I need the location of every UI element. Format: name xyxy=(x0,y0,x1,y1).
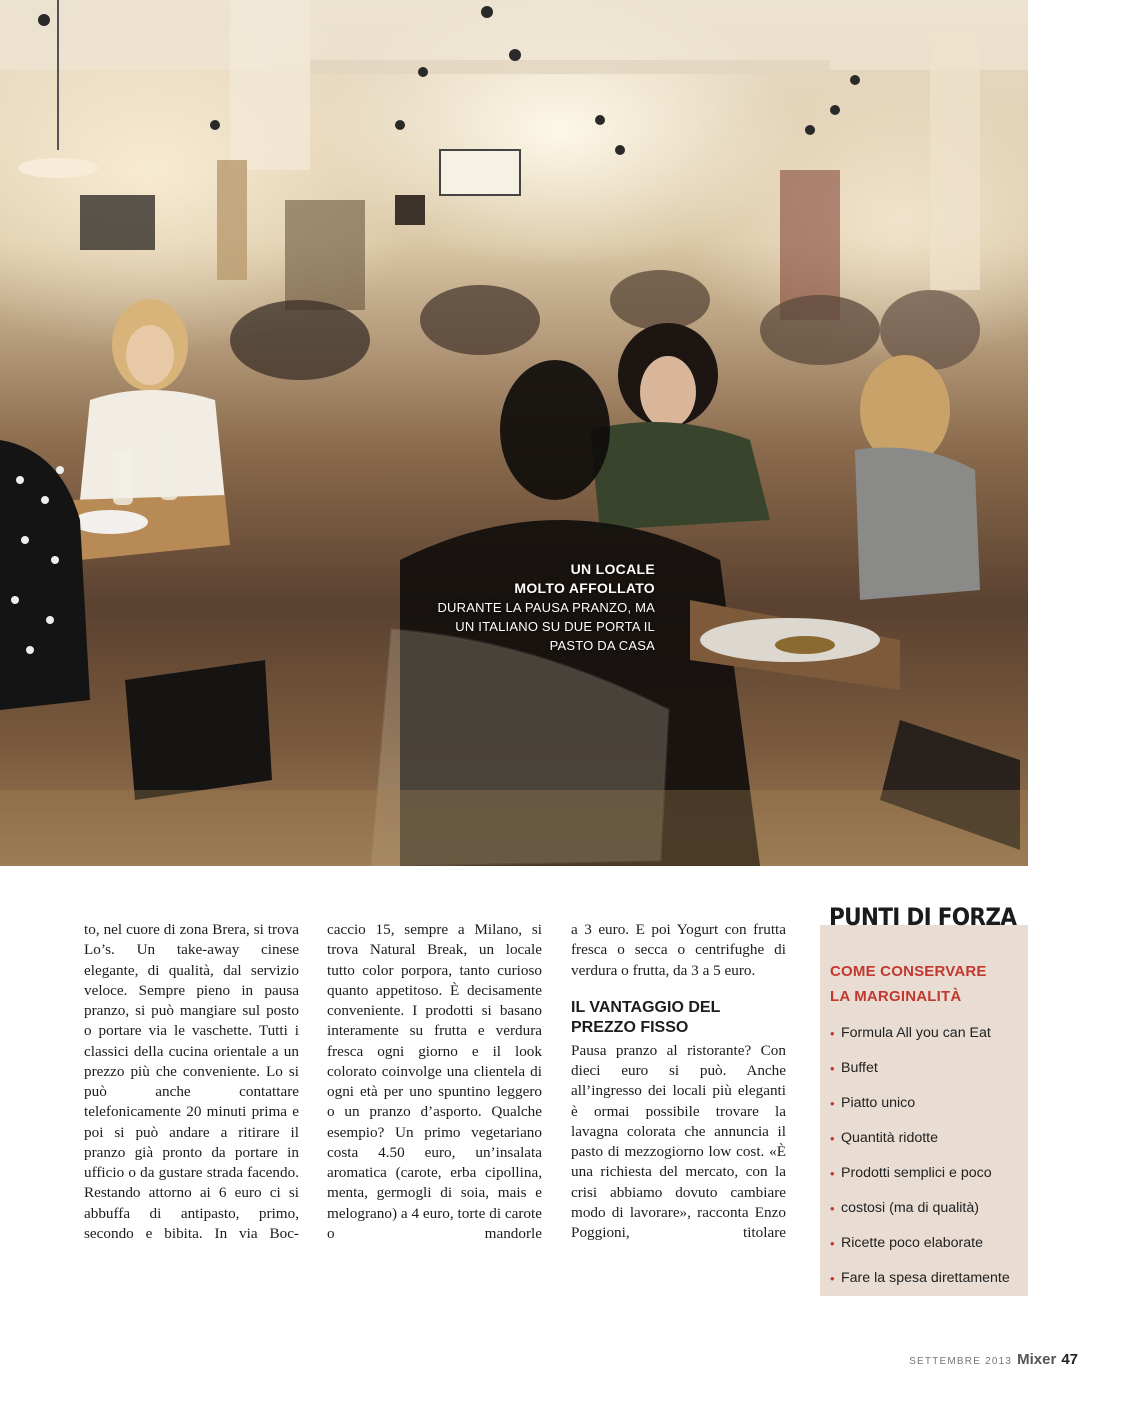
list-item: • costosi (ma di qualità) xyxy=(830,1191,1026,1226)
sidebar-title: PUNTI DI FORZA xyxy=(829,903,1017,931)
sidebar-box xyxy=(820,925,1028,1296)
subheading-line2: PREZZO FISSO xyxy=(571,1018,689,1036)
sidebar-list xyxy=(830,1016,1026,1296)
page-number: 47 xyxy=(1061,1351,1078,1368)
caption-headline-line2: MOLTO AFFOLLATO xyxy=(514,580,655,596)
caption-headline-line1: UN LOCALE xyxy=(570,561,655,577)
page-footer xyxy=(909,1351,1078,1368)
article-paragraph: a 3 euro. E poi Yogurt con frutta fresca o secca o centrifughe di verdura o frutta, da 3 a 5 euro. xyxy=(571,921,786,979)
article-column-1 xyxy=(84,920,299,1244)
footer-magazine-name: Mixer xyxy=(1017,1351,1057,1368)
list-item: • Ricette poco elaborate xyxy=(830,1226,1026,1261)
caption-body-line2: UN ITALIANO SU DUE PORTA IL xyxy=(455,619,655,634)
article-column-3 xyxy=(571,920,786,1243)
section-subheading xyxy=(571,998,786,1038)
list-item: • Piatto unico xyxy=(830,1086,1026,1121)
article-paragraph: caccio 15, sempre a Milano, si trova Natural Break, un locale tutto color porpora, tanto curioso quanto appetitoso. È decisamente conveniente. I prodotti si basano interamente su frutta e verdura fresca ogni giorno e il look colorato coinvolge una clientela di ogni età per uno spuntino leggero o un pranzo d’asporto. Qualche esempio? Un primo vegetariano costa 4.50 euro, un’insalata aromatica (carote, erba cipollina, menta, germogli di soia, mais e melograno) a 4 euro, torte di carote o mandorle xyxy=(327,921,542,1242)
article-paragraph: to, nel cuore di zona Brera, si trova Lo’s. Un take-away cinese elegante, di qualità, dal servizio veloce. Sempre pieno in pausa pranzo, si può mangiare sul posto o portare via le vaschette. Tutti i classici della cucina orientale a un prezzo più che conveniente. Lo si può anche contattare telefonicamente 20 minuti prima e poi si può andare a ritirare il pranzo già pronto da portare in ufficio o da gustare strada facendo. Restando attorno ai 6 euro ci si abbuffa di antipasto, primo, secondo e bibita. In via Boc- xyxy=(84,921,299,1242)
article-paragraph: Pausa pranzo al ristorante? Con dieci euro si può. Anche all’ingresso dei locali più eleganti è ormai possibile trovare la lavagna colorata che annuncia il pasto di mezzogiorno low cost. «È una richiesta del mercato, con la crisi abbiamo dovuto cambiare modo di lavorare», racconta Enzo Poggioni, titolare xyxy=(571,1041,786,1241)
list-item: • Fare la spesa direttamente xyxy=(830,1261,1026,1296)
list-item: • Prodotti semplici e poco xyxy=(830,1156,1026,1191)
list-item: • Formula All you can Eat xyxy=(830,1016,1026,1051)
caption-body-line1: DURANTE LA PAUSA PRANZO, MA xyxy=(437,600,655,615)
list-item: • Quantità ridotte xyxy=(830,1121,1026,1156)
article-column-2 xyxy=(327,920,542,1244)
sidebar-subtitle xyxy=(830,959,1020,1009)
caption-body-line3: PASTO DA CASA xyxy=(549,638,655,653)
footer-date: SETTEMBRE 2013 xyxy=(909,1356,1013,1367)
list-item: • Buffet xyxy=(830,1051,1026,1086)
sidebar-subtitle-line1: COME CONSERVARE xyxy=(830,963,987,980)
photo-caption xyxy=(400,560,655,655)
sidebar-subtitle-line2: LA MARGINALITÀ xyxy=(830,988,962,1005)
subheading-line1: IL VANTAGGIO DEL xyxy=(571,998,721,1016)
